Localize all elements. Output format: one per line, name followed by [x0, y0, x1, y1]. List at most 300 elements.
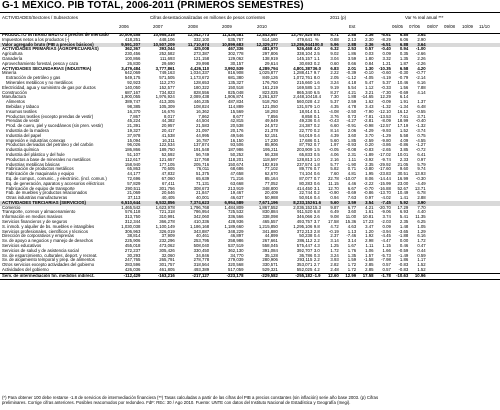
cell-pct: 0.20	[365, 142, 374, 148]
header-group-pct: Var % real anual ***	[405, 15, 444, 20]
cell-value: 514,180	[262, 36, 278, 42]
cell-pct: 4.40	[417, 209, 426, 215]
cell-value: 19,467	[230, 190, 244, 196]
header-year-2009: 2009	[222, 24, 232, 29]
cell-value: 74,104	[299, 171, 313, 177]
cell-pct: 1.30	[365, 65, 374, 71]
cell-pct: -0.79	[398, 75, 409, 81]
cell-value: 67,060	[161, 175, 175, 181]
cell-value: 293,115	[297, 257, 313, 263]
cell-pct: -1.49	[398, 252, 409, 258]
cell-share: 1.0	[313, 103, 320, 109]
cell-pct: -1.90	[346, 161, 357, 167]
row-label: Ganadería	[2, 55, 23, 61]
cell-pct: 18.99	[397, 118, 409, 124]
cell-pct: -2.14	[415, 75, 426, 81]
cell-share: 36.0	[312, 65, 322, 71]
cell-value: 687,167	[124, 89, 141, 95]
cell-value: 465,557	[262, 219, 278, 225]
cell-value: 247,765	[124, 257, 141, 263]
cell-pct: -4.05	[363, 75, 374, 81]
cell-value: 20,538	[230, 123, 244, 129]
cell-value: 105,309	[159, 103, 175, 109]
cell-value: 332,100	[193, 36, 210, 42]
cell-value: 1,186,168	[190, 223, 210, 229]
row-label: Fabricación de equipo de transporte	[6, 185, 75, 191]
cell-pct: 9.74	[417, 166, 426, 172]
cell-pct: 4.72	[330, 223, 339, 229]
cell-value: 7,867	[129, 113, 141, 119]
cell-value: 318,564	[193, 262, 210, 268]
cell-value: 158,940	[124, 161, 141, 167]
cell-value: 30,157	[230, 60, 244, 66]
cell-value: 44,504	[196, 118, 210, 124]
cell-share: 0.1	[313, 113, 320, 119]
cell-pct: -1.34	[398, 103, 409, 109]
cell-pct: 5.96	[330, 41, 339, 47]
cell-share: 1.6	[313, 79, 320, 85]
cell-pct: -1.12	[346, 75, 357, 81]
cell-value: 1,215,850	[258, 223, 278, 229]
cell-value: 50,916	[299, 195, 313, 201]
cell-share: 6.5	[313, 89, 320, 95]
cell-pct: -2.03	[381, 219, 391, 225]
cell-value: 21,391	[127, 123, 141, 129]
cell-pct: 3.76	[330, 113, 339, 119]
cell-pct: 9.87	[330, 204, 339, 210]
cell-share: 1.3	[313, 84, 320, 90]
cell-value: 7,374,623	[190, 199, 210, 205]
cell-value: 118,597	[262, 156, 278, 162]
header-pct-4: 10/09	[462, 24, 473, 29]
cell-value: 786,954	[193, 209, 210, 215]
cell-pct: -2.65	[381, 147, 391, 153]
cell-value: 205,716	[193, 161, 210, 167]
cell-value: 560,028	[296, 99, 313, 105]
cell-pct: 1.41	[399, 195, 409, 201]
cell-pct: 1.52	[399, 127, 409, 133]
cell-value: 213,919	[228, 185, 244, 191]
cell-pct: 1.17	[417, 257, 426, 263]
cell-pct: -1.27	[415, 142, 426, 148]
cell-pct: -2.66	[415, 51, 426, 57]
cell-pct: 3.24	[330, 252, 339, 258]
row-label: Transporte, correos y almacenamiento	[2, 209, 76, 215]
cell-pct: 8.27	[330, 89, 339, 95]
cell-pct: -0.55	[415, 108, 426, 114]
cell-pct: -29.92	[378, 161, 391, 167]
cell-value: 301,756	[159, 185, 175, 191]
cell-pct: 9.19	[330, 84, 339, 90]
cell-share: 0.2	[313, 60, 320, 66]
cell-pct: 6.16	[417, 79, 426, 85]
data-table	[0, 33, 500, 280]
cell-pct: 6.41	[417, 151, 426, 157]
cell-value: 330,571	[262, 262, 278, 268]
header-year-2010: 2010	[257, 24, 267, 29]
cell-pct: 11.00	[345, 214, 357, 220]
cell-value: -255,182	[295, 272, 313, 278]
header-est: Est	[349, 24, 356, 29]
cell-pct: 3.74	[382, 214, 391, 220]
cell-value: 16,150	[230, 137, 244, 143]
cell-value: 1,484,809	[224, 204, 244, 210]
cell-pct: 1.95	[365, 171, 374, 177]
cell-pct: -0.70	[363, 185, 374, 191]
cell-value: 1,189,660	[224, 223, 244, 229]
cell-value: 4,426,110	[190, 65, 210, 71]
cell-share: 15.3	[312, 204, 322, 210]
cell-pct: 1.72	[347, 267, 357, 273]
cell-pct: 1.80	[365, 55, 374, 61]
cell-value: 348,229	[228, 228, 244, 234]
cell-pct: 1.11	[348, 156, 357, 162]
cell-pct: -7.30	[381, 89, 391, 95]
cell-value: 1,025,877	[258, 70, 278, 76]
cell-value: 118,201	[228, 156, 244, 162]
cell-value: 508,040	[193, 243, 210, 249]
cell-share: 0.2	[313, 127, 320, 133]
row-label: Agricultura	[2, 51, 23, 57]
cell-value: 29,998	[196, 60, 210, 66]
row-label: Impuestos netos a los productos (-)	[2, 36, 70, 42]
cell-pct: 16.99	[397, 175, 409, 181]
cell-pct: 1.29	[417, 228, 426, 234]
cell-pct: 1.91	[399, 99, 409, 105]
cell-share: 0.2	[313, 190, 320, 196]
cell-value: 49,236	[299, 118, 313, 124]
cell-pct: 1.35	[347, 252, 357, 258]
cell-value: 865,340	[296, 89, 313, 95]
cell-value: 308,673	[193, 185, 210, 191]
cell-value: 278,778	[193, 257, 210, 263]
row-label: Información en medios masivos	[2, 214, 63, 220]
cell-pct: 1.59	[347, 257, 357, 263]
cell-pct: 10.01	[397, 151, 409, 157]
cell-pct: 1.57	[365, 252, 374, 258]
cell-share: 0.1	[313, 108, 320, 114]
cell-share: 0.2	[313, 123, 320, 129]
cell-value: 35,128	[264, 252, 278, 258]
cell-value: 10,009,458	[118, 32, 141, 37]
cell-pct: 1.52	[417, 267, 426, 273]
cell-value: 40,461	[196, 233, 210, 239]
cell-value: 87,077	[299, 175, 313, 181]
cell-pct: 1.85	[347, 137, 357, 143]
cell-pct: 1.35	[399, 55, 409, 61]
cell-value: 191,548	[193, 147, 210, 153]
cell-pct: 2.48	[330, 267, 339, 273]
cell-pct: 2.85	[365, 262, 374, 268]
cell-pct: 12.29	[380, 94, 391, 100]
cell-value: 4,801,387	[293, 65, 313, 71]
cell-value: 62,670	[264, 171, 278, 177]
cell-value: 186,866	[124, 147, 141, 153]
cell-pct: -4.08	[328, 108, 339, 114]
row-label: Eq. de generación, aparatos y accesorios eléctricos	[6, 180, 105, 186]
cell-pct: -0.86	[363, 190, 374, 196]
cell-pct: 3.32	[382, 55, 391, 61]
cell-value: 17,686	[299, 137, 313, 143]
row-label: Electricidad, agua y suministro de gas por ductos	[2, 84, 96, 90]
cell-pct: 9.60	[399, 166, 409, 172]
cell-share: 6.8	[313, 209, 320, 215]
cell-pct: 2.88	[417, 195, 426, 201]
cell-pct: 3.24	[330, 79, 339, 85]
cell-value: 37,113	[127, 195, 141, 201]
cell-pct: 3.14	[347, 238, 357, 244]
cell-value: -217,127	[192, 272, 210, 278]
cell-share: 0.7	[313, 175, 320, 181]
cell-pct: -7.46	[346, 233, 357, 239]
cell-pct: -4.45	[381, 233, 391, 239]
cell-value: 362,367	[124, 46, 141, 52]
cell-pct: 7.88	[417, 84, 426, 90]
row-label: ACTIVIDADES SECUNDARIAS (INDUSTRIA)	[2, 65, 92, 71]
cell-value: 448,106	[159, 36, 175, 42]
cell-value: 1,465,542	[121, 204, 141, 210]
cell-pct: 6.16	[417, 233, 426, 239]
cell-value: 6,532,856	[155, 199, 175, 205]
cell-value: 108,824	[193, 103, 210, 109]
cell-pct: 52.67	[397, 185, 409, 191]
row-label: Industria química	[6, 147, 39, 153]
cell-value: 76,011	[196, 166, 210, 172]
cell-share: 0.4	[313, 195, 320, 201]
cell-value: 49,649	[264, 118, 278, 124]
cell-value: 414,450	[296, 185, 313, 191]
cell-value: 29,614	[264, 60, 278, 66]
cell-value: 72,696	[127, 175, 141, 181]
cell-pct: 2.13	[347, 36, 357, 42]
row-label: Construcción	[2, 89, 28, 95]
cell-value: 734,823	[159, 89, 175, 95]
cell-pct: 5.71	[330, 32, 339, 37]
cell-value: 128,813	[296, 156, 313, 162]
cell-pct: 5.82	[330, 166, 339, 172]
cell-value: 455,018	[124, 243, 141, 249]
cell-value: 336,566	[228, 214, 244, 220]
cell-pct: 6.48	[417, 103, 426, 109]
cell-value: 21,583	[196, 123, 210, 129]
cell-pct: 7.60	[330, 171, 339, 177]
cell-pct: 0.73	[347, 113, 357, 119]
row-label: Sv. de apoyo a negocios y manejo de desechos	[2, 238, 93, 244]
cell-pct: 12.99	[345, 272, 357, 278]
cell-value: 392,707	[296, 247, 313, 253]
cell-value: 535,767	[228, 36, 244, 42]
cell-share: 2.7	[313, 262, 320, 268]
row-label: Minerales metálicos y no metálicos	[6, 79, 73, 85]
cell-value: 389,747	[124, 99, 141, 105]
cell-value: 177,105	[159, 161, 175, 167]
cell-value: 22,744	[299, 190, 313, 196]
cell-share: -1.9	[313, 272, 321, 278]
header-pct-5: 11/10	[479, 24, 490, 29]
cell-value: 100,866	[124, 55, 141, 61]
cell-pct: -0.83	[398, 267, 409, 273]
cell-pct: 17.58	[362, 272, 374, 278]
cell-pct: 1.87	[399, 60, 409, 66]
cell-value: 96,026	[127, 142, 141, 148]
cell-value: 65,863	[127, 166, 141, 172]
cell-value: 1,072,761	[293, 75, 313, 81]
cell-pct: -0.09	[381, 99, 391, 105]
cell-value: 13,767,525	[290, 32, 313, 37]
row-label: Fab. de muebles y productos relacionados	[6, 190, 87, 196]
cell-pct: -15.99	[378, 180, 391, 186]
cell-value: 8,677	[232, 113, 244, 119]
cell-value: 6,954,589	[224, 199, 244, 205]
cell-value: 54,019	[299, 132, 313, 138]
cell-value: 343,887	[193, 228, 210, 234]
cell-pct: 1.61	[365, 209, 374, 215]
cell-value: 2,448,104	[293, 94, 313, 100]
cell-pct: 6.83	[330, 65, 339, 71]
table-row	[0, 273, 500, 280]
cell-share: 4.2	[313, 99, 320, 105]
cell-pct: 4.14	[417, 89, 426, 95]
cell-pct: 2.06	[347, 127, 357, 133]
cell-value: 131,579	[296, 103, 313, 109]
cell-pct: 2.22	[330, 70, 339, 76]
cell-value: 10,899,683	[222, 41, 244, 47]
cell-pct: 2.35	[399, 219, 409, 225]
cell-value: 372,213	[296, 228, 313, 234]
cell-value: 1,976,924	[155, 94, 175, 100]
cell-share: %	[314, 36, 319, 42]
cell-pct: 5.92	[399, 199, 409, 205]
cell-value: 265,791	[159, 257, 175, 263]
row-label: Manufactura	[2, 94, 26, 100]
cell-pct: 1.92	[365, 233, 374, 239]
cell-value: 17,230	[264, 137, 278, 143]
row-label: Minería	[2, 70, 17, 76]
cell-value: 145,157	[296, 55, 313, 61]
cell-pct: 1.21	[382, 60, 391, 66]
cell-value: 338,098	[262, 214, 278, 220]
cell-pct: -10.35	[378, 65, 391, 71]
cell-value: 11,435,481	[222, 32, 244, 37]
cell-value: 642,069	[124, 70, 141, 76]
cell-value: 6,510,644	[121, 199, 141, 205]
cell-value: 121,158	[193, 55, 210, 61]
cell-pct: -0.59	[398, 247, 409, 253]
cell-value: 341,880	[262, 228, 278, 234]
cell-pct: -0.90	[328, 190, 339, 196]
cell-pct: -0.60	[381, 70, 391, 76]
cell-pct: 7.63	[347, 195, 357, 201]
cell-pct: 11.35	[415, 214, 426, 220]
cell-pct: 9.02	[330, 51, 339, 57]
row-label: Industria del papel	[6, 132, 42, 138]
cell-value: 911,520	[297, 209, 313, 215]
row-label: Impresión e industrias conexas	[6, 137, 66, 143]
cell-value: 749,163	[159, 70, 175, 76]
cell-pct: -3.92	[363, 156, 374, 162]
cell-value: 67,411	[161, 180, 175, 186]
cell-pct: -12.57	[378, 123, 391, 129]
cell-value: 230,456	[124, 51, 141, 57]
cell-share: 0.7	[313, 142, 320, 148]
cell-value: 137,874	[193, 142, 210, 148]
cell-value: 135,327	[228, 79, 244, 85]
row-label: Otros servicios excepto actividades del gobierno	[2, 262, 95, 268]
cell-value: 348,800	[262, 185, 278, 191]
cell-pct: 2.88	[347, 32, 357, 37]
cell-value: 342,060	[193, 214, 210, 220]
cell-pct: -0.83	[398, 262, 409, 268]
cell-pct: 1.72	[347, 262, 357, 268]
cell-value: 7,856	[267, 113, 278, 119]
cell-pct: -7.45	[381, 199, 391, 205]
cell-pct: -1.58	[363, 257, 374, 263]
cell-pct: -10.63	[396, 272, 409, 278]
cell-pct: 3.60	[347, 132, 357, 138]
cell-share: 3.0	[313, 247, 320, 253]
cell-value: 47,658	[230, 171, 244, 177]
cell-value: 40,405	[161, 195, 175, 201]
cell-pct: -0.39	[346, 70, 357, 76]
cell-value: 310,991	[159, 214, 175, 220]
cell-pct: 2.01	[347, 65, 357, 71]
cell-value: 10,507,209	[153, 41, 175, 47]
cell-pct: 0.57	[365, 46, 374, 52]
row-label: Sv. de alojamiento temporal y prep. de alimentos	[2, 257, 95, 263]
cell-pct: -0.10	[363, 70, 374, 76]
row-label: S. inmob. y alquiler de bs. muebles e intangibles	[2, 223, 95, 229]
cell-pct: -8.29	[381, 36, 391, 42]
cell-pct: 30.51	[397, 171, 409, 177]
cell-share: 61.6	[312, 199, 322, 205]
header-group-absolute: Cifras desestacionalizadas en millones de pesos corrientes	[150, 15, 266, 20]
cell-value: 51,375	[196, 171, 210, 177]
cell-pct: 0.84	[365, 60, 374, 66]
cell-share: 3.7	[313, 219, 320, 225]
cell-pct: 2.53	[347, 46, 357, 52]
header-year-2007: 2007	[153, 24, 163, 29]
row-label: Industria de la madera	[6, 127, 49, 133]
cell-value: 306,963	[124, 228, 141, 234]
cell-value: 20,646	[161, 190, 175, 196]
cell-pct: 0.09	[382, 223, 391, 229]
cell-value: 138,919	[262, 55, 278, 61]
cell-value: 1,288,417	[293, 70, 313, 76]
cell-pct: -6.61	[381, 32, 391, 37]
cell-value: 823,025	[262, 89, 278, 95]
cell-value: 290,511	[125, 185, 141, 191]
cell-value: 552,025	[296, 267, 313, 273]
row-label: ACTIVIDADES PRIMARIAS (AGROPECUARIAS)	[2, 46, 99, 52]
cell-share: 0.6	[313, 171, 320, 177]
cell-pct: -0.43	[328, 118, 339, 124]
cell-value: 681,380	[228, 75, 244, 81]
cell-value: 30,693	[299, 60, 313, 66]
cell-pct: 0.94	[330, 195, 339, 201]
cell-pct: 5.79	[417, 161, 426, 167]
cell-value: 8,858	[301, 113, 313, 119]
cell-pct: -3.65	[398, 228, 409, 234]
cell-pct: 6.32	[330, 46, 339, 52]
cell-value: 77,102	[264, 166, 278, 172]
cell-pct: 21.05	[397, 161, 409, 167]
cell-value: 267,661	[262, 238, 278, 244]
cell-pct: 0.60	[330, 60, 339, 66]
cell-value: 529,321	[262, 267, 278, 273]
cell-value: 63,668	[230, 180, 244, 186]
row-label: Productos a base de minerales no metálicos	[6, 156, 91, 162]
cell-pct: 0.94	[399, 46, 409, 52]
